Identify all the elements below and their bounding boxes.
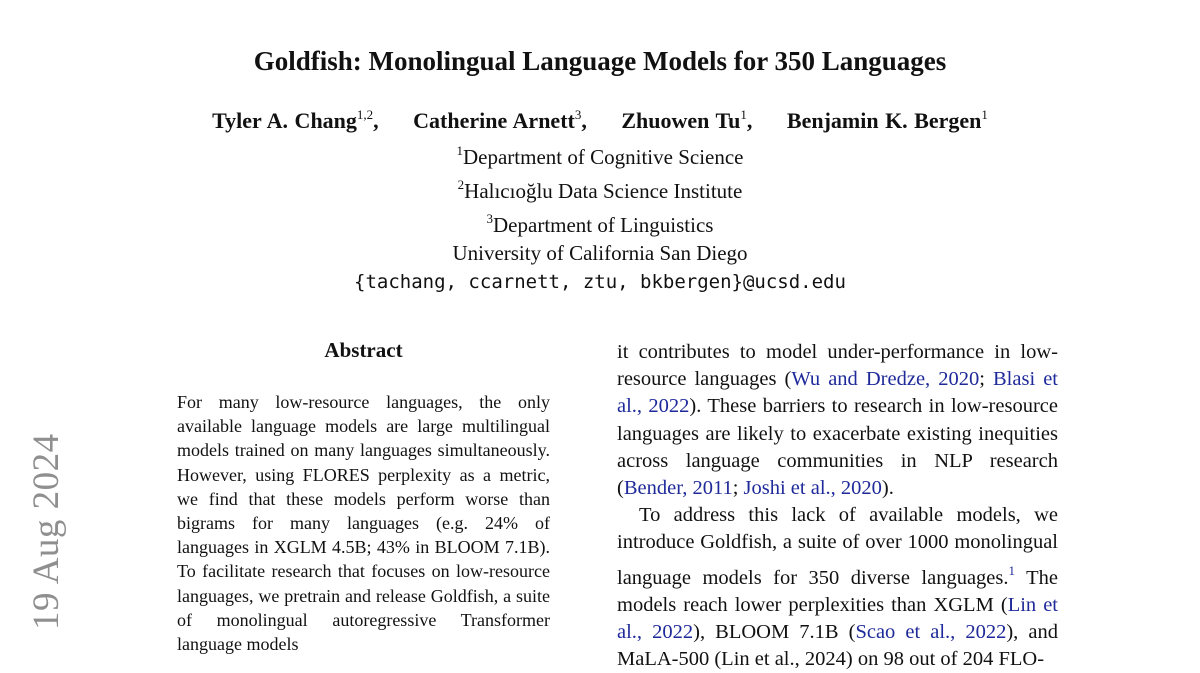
- paragraph-text: To address this lack of available models, we introduce Goldfish, a suite of over 1000 monolingual language models for 350 diverse languages.: [617, 504, 1058, 589]
- paragraph-text: ).: [881, 477, 894, 500]
- author-name: Benjamin K. Bergen: [786, 108, 982, 134]
- citation-link[interactable]: Bender, 2011: [623, 477, 733, 500]
- author-list: [0, 108, 1200, 133]
- arxiv-date-stamp: 19 Aug 2024: [26, 433, 67, 630]
- paragraph-text: ), BLOOM 7.1B (: [693, 621, 856, 644]
- author-separator: ,: [373, 108, 379, 134]
- abstract-heading: Abstract: [324, 338, 403, 362]
- author-separator: ,: [581, 108, 587, 134]
- author-affiliation-mark: 1: [740, 107, 747, 123]
- author-affiliation-mark: 1: [981, 107, 988, 123]
- citation-link[interactable]: Blasi et al., 2022: [617, 368, 1058, 418]
- affiliation-text: Department of Cognitive Science: [463, 144, 744, 169]
- paragraph-text: it contributes to model under-performance in low-resource languages (: [617, 341, 1058, 391]
- author-affiliation-mark: 3: [574, 107, 582, 123]
- author-separator: ,: [746, 108, 753, 134]
- paragraph-text: ;: [732, 477, 744, 500]
- paper-header: [0, 45, 1200, 296]
- paragraph-text: The models reach lower perplexities than XGLM (: [617, 566, 1058, 616]
- author-benjamin-bergen: [787, 108, 988, 133]
- intro-paragraph-2: [617, 502, 1058, 673]
- author-name: Tyler A. Chang: [212, 108, 357, 134]
- author-emails: {tachang, ccarnett, ztu, bkbergen}@ucsd.edu: [354, 270, 846, 293]
- citation-link[interactable]: Joshi et al., 2020: [743, 477, 882, 500]
- author-name: Catherine Arnett: [413, 108, 575, 134]
- citation-link[interactable]: Scao et al., 2022: [855, 621, 1007, 644]
- affiliation-linguistics: [0, 205, 1200, 239]
- paragraph-text: ). These barriers to research in low-resource languages are likely to exacerbate existing inequities across language communities in NLP research (: [617, 395, 1058, 500]
- citation-link[interactable]: Wu and Dredze, 2020: [791, 368, 980, 391]
- affiliation-text: Halıcıoğlu Data Science Institute: [464, 178, 743, 203]
- university-name: University of California San Diego: [452, 240, 748, 265]
- citation-link[interactable]: Lin et al., 2022: [617, 593, 1058, 644]
- affiliation-mark: 2: [457, 176, 465, 192]
- paragraph-text: ), and MaLA-500 (Lin et al., 2024) on 98 out of 204 FLO-: [617, 621, 1058, 671]
- intro-column: [617, 339, 1058, 673]
- affiliation-cognitive-science: [0, 137, 1200, 171]
- author-name: Zhuowen Tu: [621, 108, 741, 134]
- author-tyler-chang: [212, 108, 379, 133]
- paper-title: Goldfish: Monolingual Language Models for 350 Languages: [253, 46, 947, 76]
- footnote-link[interactable]: 1: [1008, 562, 1016, 578]
- intro-paragraph-1: [617, 339, 1058, 502]
- affiliation-data-science: [0, 171, 1200, 205]
- affiliation-mark: 1: [456, 142, 463, 158]
- author-zhuowen-tu: [621, 108, 752, 133]
- affiliation-mark: 3: [486, 210, 494, 226]
- abstract-body: For many low-resource languages, the only available language models are large multilingual models trained on many languages simultaneously. However, using FLORES perplexity as a metric, we find that these models perform worse than bigrams for many languages (e.g. 24% of languages in XGLM 4.5B; 43% in BLOOM 7.1B). To facilitate research that focuses on low-resource languages, we pretrain and release Goldfish, a suite of monolingual autoregressive Transformer language models: [177, 392, 550, 655]
- author-affiliation-mark: 1,2: [356, 107, 374, 123]
- paragraph-text: ;: [979, 368, 993, 391]
- author-catherine-arnett: [413, 108, 587, 133]
- affiliation-list: [0, 137, 1200, 267]
- affiliation-text: Department of Linguistics: [493, 212, 714, 237]
